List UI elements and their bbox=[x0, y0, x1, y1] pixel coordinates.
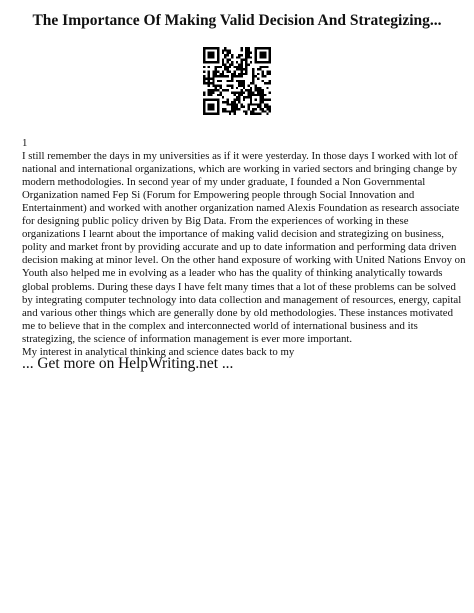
document-title: The Importance Of Making Valid Decision And Strategizing... bbox=[32, 12, 442, 29]
body-line: global problems. During these days I have felt many times that a lot of these problems can be solved bbox=[22, 280, 456, 293]
body-line: polity and market front by providing accurate and up to date information and performing data driven bbox=[22, 241, 457, 254]
body-line: me to believe that in the complex and interconnected world of international business and its bbox=[22, 319, 418, 332]
qr-code-icon bbox=[203, 47, 271, 115]
body-line: for designing public policy driven by Big Data. From the experiences of working in these bbox=[22, 215, 409, 228]
body-line: by integrating computer technology into data collection and management of resources, energy, capital bbox=[22, 293, 462, 306]
body-line: strategizing, the science of information management is ever more important. bbox=[22, 332, 353, 345]
body-line: I still remember the days in my universities as if it were yesterday. In those days I worked with lot of bbox=[22, 150, 458, 163]
page-number: 1 bbox=[22, 137, 28, 149]
body-line: Organization named Fep Si (Forum for Empowering people through Social Innovation and bbox=[22, 189, 415, 202]
get-more-link[interactable]: ... Get more on HelpWriting.net ... bbox=[22, 355, 234, 372]
qr-code-graphic bbox=[203, 47, 271, 115]
body-line: Entertainment) and worked with another organization named Alexis Foundation as research associate bbox=[22, 202, 460, 215]
body-line: national and international organizations, which are working in varied sectors and bringing change by bbox=[22, 163, 458, 176]
body-line: My interest in analytical thinking and science dates back to my bbox=[22, 345, 295, 358]
body-line: decision making at minor level. On the other hand exposure of working with United Nations Envoy on bbox=[22, 254, 466, 267]
body-line: organizations I learnt about the importance of making valid decision and strategizing on business, bbox=[22, 228, 444, 241]
body-line: and various other things which are generally done by old methodologies. These instances motivated bbox=[22, 306, 453, 319]
body-line: modern methodologies. In second year of my under graduate, I founded a Non Governmental bbox=[22, 176, 426, 189]
document-body bbox=[22, 137, 466, 359]
body-line: Youth also helped me in evolving as a leader who has the quality of thinking analytically towards bbox=[22, 267, 443, 280]
body-paragraph bbox=[22, 150, 466, 359]
